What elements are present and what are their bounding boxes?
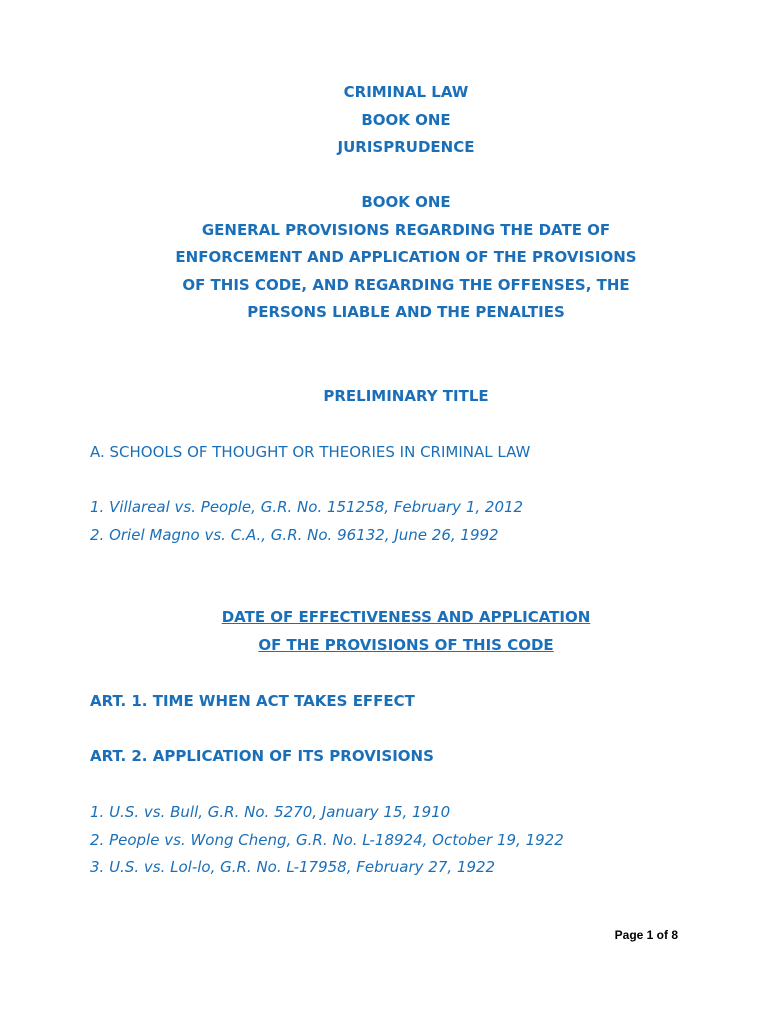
case-citation: 1. Villareal vs. People, G.R. No. 151258, February 1, 2012 — [90, 498, 524, 516]
date-section-line: OF THE PROVISIONS OF THIS CODE — [258, 635, 554, 654]
title-line: BOOK ONE — [361, 110, 451, 129]
book-line: GENERAL PROVISIONS REGARDING THE DATE OF — [201, 220, 611, 239]
article-2-heading: ART. 2. APPLICATION OF ITS PROVISIONS — [90, 747, 434, 765]
case-citation: 2. Oriel Magno vs. C.A., G.R. No. 96132, June 26, 1992 — [90, 525, 499, 544]
book-line: OF THIS CODE, AND REGARDING THE OFFENSES, THE — [182, 275, 630, 294]
article-2 — [90, 743, 748, 771]
date-section-line: DATE OF EFFECTIVENESS AND APPLICATION — [221, 608, 591, 626]
book-line: PERSONS LIABLE AND THE PENALTIES — [247, 303, 565, 321]
page-number: Page 1 of 8 — [614, 928, 678, 942]
case-citation: 3. U.S. vs. Lol-lo, G.R. No. L-17958, February 27, 1922 — [90, 858, 496, 876]
book-line: ENFORCEMENT AND APPLICATION OF THE PROVISIONS — [175, 248, 637, 266]
section-a — [90, 439, 748, 467]
article-1 — [90, 688, 748, 716]
case-citation: 2. People vs. Wong Cheng, G.R. No. L-18924, October 19, 1922 — [90, 830, 564, 849]
date-section-block — [0, 604, 768, 659]
preliminary-title: PRELIMINARY TITLE — [323, 387, 489, 405]
book-block — [0, 189, 768, 327]
article-1-heading: ART. 1. TIME WHEN ACT TAKES EFFECT — [90, 692, 415, 710]
preliminary-title-block — [0, 383, 768, 411]
article-2-case-list — [90, 799, 748, 882]
title-line: JURISPRUDENCE — [337, 138, 475, 156]
section-a-heading: A. SCHOOLS OF THOUGHT OR THEORIES IN CRIMINAL LAW — [90, 443, 531, 461]
case-citation: 1. U.S. vs. Bull, G.R. No. 5270, January 15, 1910 — [90, 803, 451, 821]
book-line: BOOK ONE — [361, 193, 451, 211]
title-block — [0, 79, 768, 162]
title-line: CRIMINAL LAW — [343, 83, 469, 101]
section-a-case-list — [90, 494, 748, 549]
